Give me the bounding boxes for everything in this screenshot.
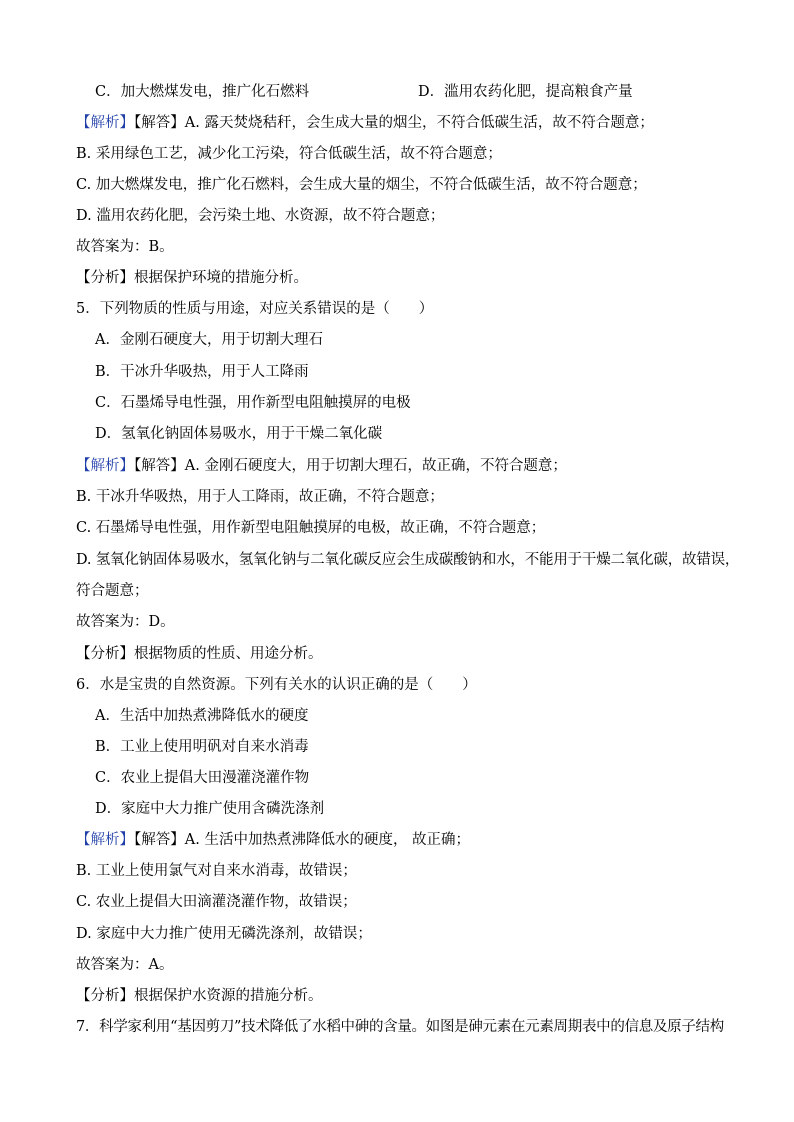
explanation-tag: 【解析】 (76, 115, 134, 131)
q5-line-d: D. 氢氧化钠固体易吸水，氢氧化钠与二氧化碳反应会生成碳酸钠和水，不能用于干燥二氧化碳，故错误， (76, 552, 740, 568)
q4-line-d: D. 滥用农药化肥，会污染土地、水资源，故不符合题意； (76, 208, 445, 224)
q4-option-c: C．加大燃煤发电，推广化石燃料 (95, 84, 310, 100)
q6-answer: 故答案为：A。 (76, 957, 174, 973)
q6-analysis: 【分析】根据保护水资源的措施分析。 (76, 988, 323, 1004)
q6-explanation (76, 830, 470, 850)
q5-option-a: A．金刚石硬度大，用于切割大理石 (95, 332, 323, 348)
q5-explanation (76, 456, 567, 476)
q5-stem: 5．下列物质的性质与用途，对应关系错误的是（ ） (76, 301, 434, 317)
q4-analysis: 【分析】根据保护环境的措施分析。 (76, 270, 308, 286)
q6-option-b: B．工业上使用明矾对自来水消毒 (95, 739, 309, 755)
explanation-tag: 【解析】 (76, 832, 134, 848)
q6-option-d: D．家庭中大力推广使用含磷洗涤剂 (95, 801, 325, 817)
q5-line-b: B. 干冰升华吸热，用于人工降雨，故正确，不符合题意； (76, 489, 444, 505)
q6-option-c: C．农业上提倡大田漫灌浇灌作物 (95, 770, 310, 786)
q6-line-b: B. 工业上使用氯气对自来水消毒，故错误； (76, 863, 357, 879)
q7-stem: 7．科学家利用“基因剪刀”技术降低了水稻中砷的含量。如图是砷元素在元素周期表中的信息及原子结构 (76, 1019, 724, 1035)
q6-stem: 6．水是宝贵的自然资源。下列有关水的认识正确的是（ ） (76, 677, 477, 693)
q6-option-a: A．生活中加热煮沸降低水的硬度 (95, 708, 309, 724)
explanation-head: 【解答】A. 生活中加热煮沸降低水的硬度， 故正确； (134, 832, 471, 848)
q5-option-b: B．干冰升华吸热，用于人工降雨 (95, 364, 309, 380)
q4-line-c: C. 加大燃煤发电，推广化石燃料，会生成大量的烟尘，不符合低碳生活，故不符合题意； (76, 177, 647, 193)
explanation-head: 【解答】A. 金刚石硬度大，用于切割大理石，故正确，不符合题意； (134, 458, 567, 474)
q6-line-d: D. 家庭中大力推广使用无磷洗涤剂，故错误； (76, 926, 372, 942)
q4-line-b: B. 采用绿色工艺，减少化工污染，符合低碳生活，故不符合题意； (76, 146, 502, 162)
q5-answer: 故答案为：D。 (76, 614, 175, 630)
q6-line-c: C. 农业上提倡大田滴灌浇灌作物，故错误； (76, 894, 357, 910)
q5-analysis: 【分析】根据物质的性质、用途分析。 (76, 646, 323, 662)
q5-option-d: D．氢氧化钠固体易吸水，用于干燥二氧化碳 (95, 426, 383, 442)
explanation-head: 【解答】A. 露天焚烧秸秆，会生成大量的烟尘，不符合低碳生活，故不符合题意； (134, 115, 654, 131)
q5-line-c: C. 石墨烯导电性强，用作新型电阻触摸屏的电极，故正确，不符合题意； (76, 520, 546, 536)
explanation-tag: 【解析】 (76, 458, 134, 474)
q4-explanation (76, 113, 654, 133)
q5-option-c: C．石墨烯导电性强，用作新型电阻触摸屏的电极 (95, 395, 411, 411)
q5-line-d-cont: 符合题意； (76, 583, 149, 599)
q4-answer: 故答案为：B。 (76, 239, 174, 255)
q4-option-d: D．滥用农药化肥，提高粮食产量 (418, 84, 633, 100)
